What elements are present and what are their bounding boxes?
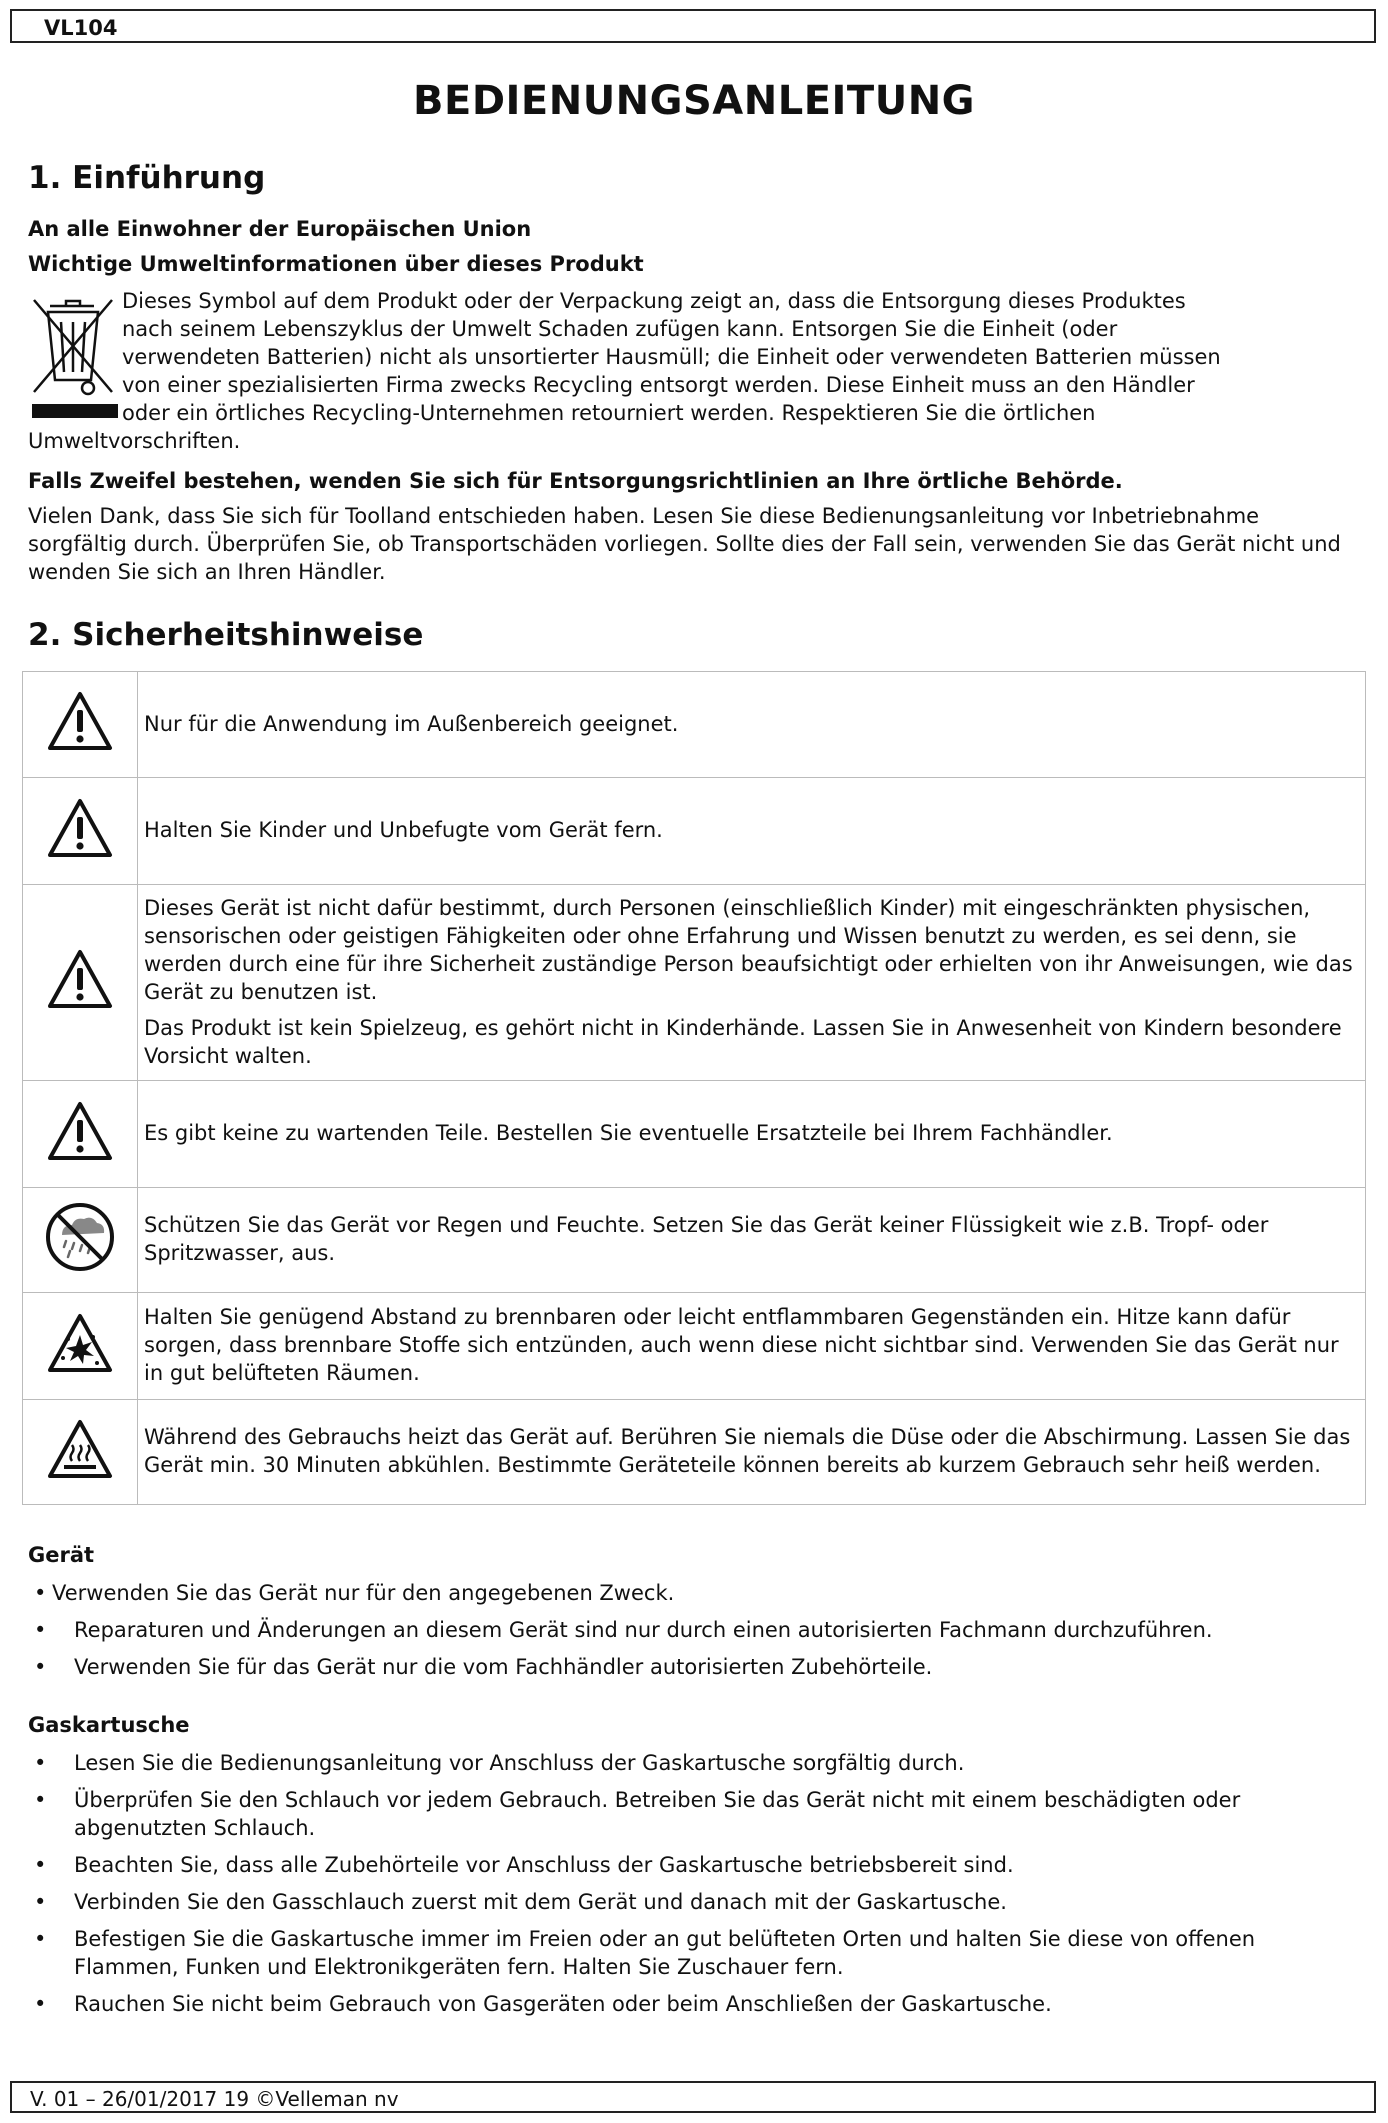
env-heading: Wichtige Umweltinformationen über dieses Produkt: [28, 252, 644, 276]
section-1-heading: 1. Einführung: [28, 160, 266, 196]
warning-icon: [47, 732, 113, 756]
list-item: • Lesen Sie die Bedienungsanleitung vor Anschluss der Gaskartusche sorgfältig durch.: [28, 1749, 1358, 1777]
section-2-heading: 2. Sicherheitshinweise: [28, 617, 424, 653]
weee-text: [122, 287, 1362, 427]
gas-list: [28, 1749, 1358, 2027]
warning-icon: [47, 990, 113, 1014]
footer-text: V. 01 – 26/01/2017 19 ©Velleman nv: [30, 2087, 399, 2111]
table-row: [23, 1081, 1366, 1188]
safety-text: Das Produkt ist kein Spielzeug, es gehört nicht in Kinderhände. Lassen Sie in Anwesenheit von Kindern besondere Vorsicht walten.: [144, 1015, 1342, 1068]
table-row: [23, 1188, 1366, 1293]
thanks-paragraph: Vielen Dank, dass Sie sich für Toolland entschieden haben. Lesen Sie diese Bedienungsanleitung vor Inbetriebnahme sorgfältig durch. Überprüfen Sie, ob Transportschäden vorliegen. Sollte dies der Fall sein, verwenden Sie das Gerät nicht und wenden Sie sich an Ihren Händler.: [28, 504, 1341, 584]
safety-text: Halten Sie genügend Abstand zu brennbaren oder leicht entflammbaren Gegenständen ein. Hitze kann dafür sorgen, dass brennbare Stoffe sich entzünden, auch wenn diese nicht sichtbar sind. Verwenden Sie das Gerät nur in gut belüfteten Räumen.: [144, 1305, 1339, 1385]
safety-text: Dieses Gerät ist nicht dafür bestimmt, durch Personen (einschließlich Kinder) mit eingeschränkten physischen, sensorischen oder geistigen Fähigkeiten oder ohne Erfahrung und Wissen benutzt zu werden, es sei denn, sie werden durch eine für ihre Sicherheit zuständige Person beaufsichtigt oder erhielten von ihr Anweisungen, wie das Gerät zu benutzen ist.: [144, 895, 1353, 1004]
table-row: [23, 1400, 1366, 1505]
weee-crossed-bin-icon: [28, 292, 122, 420]
page-header: [10, 9, 1376, 43]
page-title: BEDIENUNGSANLEITUNG: [413, 78, 975, 124]
list-item: • Rauchen Sie nicht beim Gebrauch von Gasgeräten oder beim Anschließen der Gaskartusche.: [28, 1990, 1358, 2018]
warning-icon: [47, 839, 113, 863]
table-row: [23, 778, 1366, 885]
safety-text: Während des Gebrauchs heizt das Gerät auf. Berühren Sie niemals die Düse oder die Abschirmung. Lassen Sie das Gerät min. 30 Minuten abkühlen. Bestimmte Geräteteile können bereits ab kurzem Gebrauch sehr heiß werden.: [144, 1425, 1351, 1477]
safety-text: Schützen Sie das Gerät vor Regen und Feuchte. Setzen Sie das Gerät keiner Flüssigkeit wie z.B. Tropf- oder Spritzwasser, aus.: [144, 1213, 1269, 1265]
explosive-icon: [47, 1354, 113, 1378]
weee-line: von einer spezialisierten Firma zwecks Recycling entsorgt werden. Diese Einheit muss an den Händler: [122, 373, 1195, 397]
safety-text: Es gibt keine zu wartenden Teile. Bestellen Sie eventuelle Ersatzteile bei Ihrem Fachhändler.: [144, 1121, 1113, 1145]
hot-surface-icon: [47, 1460, 113, 1484]
list-item: • Reparaturen und Änderungen an diesem Gerät sind nur durch einen autorisierten Fachmann durchzuführen.: [28, 1616, 1358, 1644]
weee-line: oder ein örtliches Recycling-Unternehmen retourniert werden. Respektieren Sie die örtlichen: [122, 401, 1096, 425]
weee-line: verwendeten Batterien) nicht als unsortierter Hausmüll; die Einheit oder verwendeten Batterien müssen: [122, 345, 1221, 369]
table-row: [23, 1293, 1366, 1400]
page-footer: [10, 2081, 1376, 2113]
weee-line: nach seinem Lebenszyklus der Umwelt Schaden zufügen kann. Entsorgen Sie die Einheit (oder: [122, 317, 1118, 341]
eu-heading: An alle Einwohner der Europäischen Union: [28, 217, 532, 241]
table-row: [23, 672, 1366, 778]
weee-line: Dieses Symbol auf dem Produkt oder der Verpackung zeigt an, dass die Entsorgung dieses Produktes: [122, 289, 1186, 313]
list-item: • Überprüfen Sie den Schlauch vor jedem Gebrauch. Betreiben Sie das Gerät nicht mit einem beschädigten oder abgenutzten Schlauch.: [28, 1786, 1358, 1842]
list-item: • Befestigen Sie die Gaskartusche immer im Freien oder an gut belüfteten Orten und halten Sie diese von offenen Flammen, Funken und Elektronikgeräten fern. Halten Sie Zuschauer fern.: [28, 1925, 1358, 1981]
doubt-notice: Falls Zweifel bestehen, wenden Sie sich für Entsorgungsrichtlinien an Ihre örtliche Behörde.: [28, 469, 1123, 493]
list-item: • Verwenden Sie für das Gerät nur die vom Fachhändler autorisierten Zubehörteile.: [28, 1653, 1358, 1681]
no-rain-icon: [44, 1254, 116, 1278]
weee-text-tail: Umweltvorschriften.: [28, 429, 241, 453]
warning-icon: [47, 1142, 113, 1166]
safety-text: Halten Sie Kinder und Unbefugte vom Gerät fern.: [144, 818, 663, 842]
gas-heading: Gaskartusche: [28, 1713, 190, 1737]
model-label: VL104: [44, 16, 118, 40]
device-heading: Gerät: [28, 1543, 95, 1567]
safety-table: [22, 671, 1366, 1505]
list-item: • Beachten Sie, dass alle Zubehörteile vor Anschluss der Gaskartusche betriebsbereit sind.: [28, 1851, 1358, 1879]
list-item: • Verwenden Sie das Gerät nur für den angegebenen Zweck.: [28, 1579, 1358, 1607]
table-row: [23, 885, 1366, 1081]
safety-text: Nur für die Anwendung im Außenbereich geeignet.: [144, 711, 679, 736]
list-item: • Verbinden Sie den Gasschlauch zuerst mit dem Gerät und danach mit der Gaskartusche.: [28, 1888, 1358, 1916]
device-list: [28, 1579, 1358, 1690]
